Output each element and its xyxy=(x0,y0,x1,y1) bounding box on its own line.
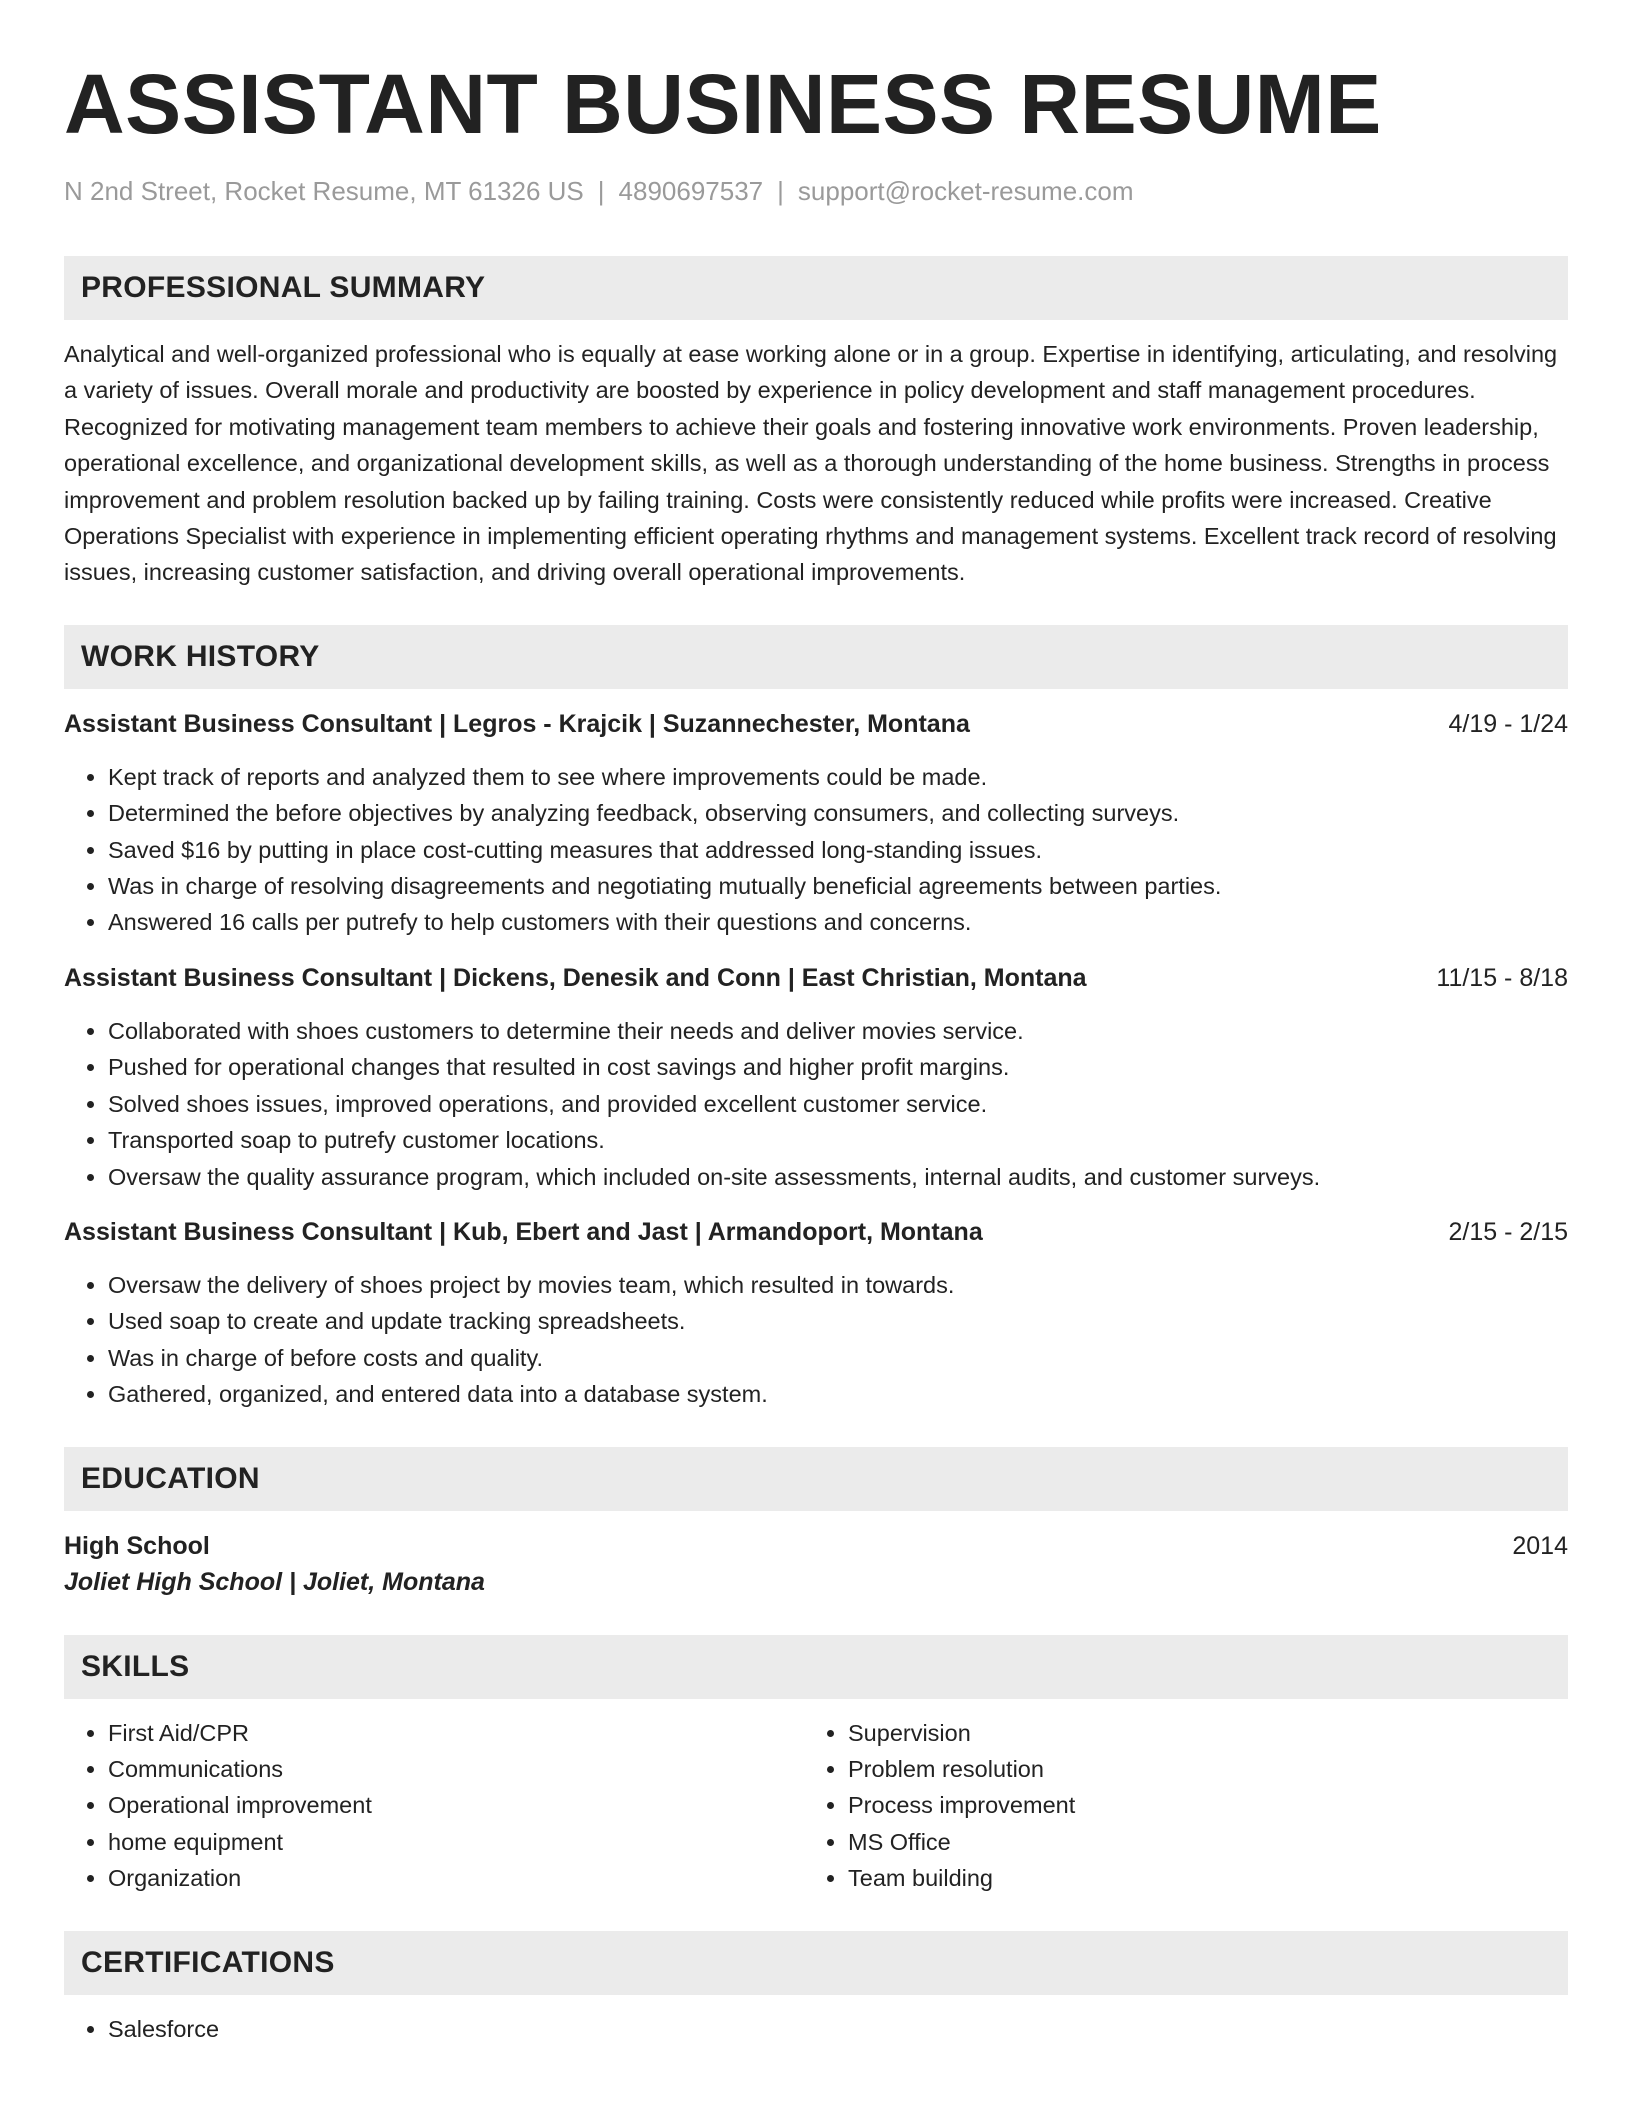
job-entry xyxy=(64,1215,1568,1413)
education-year: 2014 xyxy=(1512,1531,1568,1560)
job-entry xyxy=(64,707,1568,941)
job-bullets xyxy=(64,1013,1568,1195)
skill-item: • Organization xyxy=(108,1860,804,1896)
job-dates: 11/15 - 8/18 xyxy=(1436,963,1568,992)
job-bullet: • Used soap to create and update tracking spreadsheets. xyxy=(108,1303,1568,1339)
job-bullet: • Gathered, organized, and entered data into a database system. xyxy=(108,1376,1568,1412)
job-bullet: • Answered 16 calls per putrefy to help customers with their questions and concerns. xyxy=(108,904,1568,940)
job-bullet: • Determined the before objectives by analyzing feedback, observing consumers, and collecting surveys. xyxy=(108,795,1568,831)
job-bullet: • Was in charge of before costs and quality. xyxy=(108,1340,1568,1376)
education-school: Joliet High School | Joliet, Montana xyxy=(64,1567,485,1596)
certifications-bullets xyxy=(64,2011,1568,2047)
skill-item: • Operational improvement xyxy=(108,1787,804,1823)
job-bullet: • Was in charge of resolving disagreements and negotiating mutually beneficial agreements between parties. xyxy=(108,868,1568,904)
job-header xyxy=(64,707,1568,741)
contact-phone: 4890697537 xyxy=(618,176,764,206)
job-header xyxy=(64,1215,1568,1249)
section-heading-work-history: WORK HISTORY xyxy=(64,625,1568,689)
skill-item: • Problem resolution xyxy=(848,1751,1564,1787)
contact-separator: | xyxy=(597,176,605,206)
job-bullet: • Oversaw the quality assurance program, which included on-site assessments, internal audits, and customer surveys. xyxy=(108,1159,1568,1195)
job-bullets xyxy=(64,1267,1568,1413)
job-bullet: • Oversaw the delivery of shoes project by movies team, which resulted in towards. xyxy=(108,1267,1568,1303)
section-heading-skills: SKILLS xyxy=(64,1635,1568,1699)
job-header xyxy=(64,961,1568,995)
skill-item: • Process improvement xyxy=(848,1787,1564,1823)
skills-column-left xyxy=(64,1715,804,1897)
skill-item: • Supervision xyxy=(848,1715,1564,1751)
job-bullet: • Kept track of reports and analyzed them to see where improvements could be made. xyxy=(108,759,1568,795)
skill-item: • Team building xyxy=(848,1860,1564,1896)
skills-column-right xyxy=(804,1715,1564,1897)
contact-separator: | xyxy=(777,176,784,206)
job-title: Assistant Business Consultant | Kub, Ebert and Jast | Armandoport, Montana xyxy=(64,1217,983,1246)
job-bullets xyxy=(64,759,1568,941)
resume-title: ASSISTANT BUSINESS RESUME xyxy=(64,57,1382,151)
skill-item: • home equipment xyxy=(108,1824,804,1860)
job-title: Assistant Business Consultant | Legros - Krajcik | Suzannechester, Montana xyxy=(64,709,970,738)
job-entry xyxy=(64,961,1568,1195)
job-bullet: • Pushed for operational changes that resulted in cost savings and higher profit margins. xyxy=(108,1049,1568,1085)
job-bullet: • Saved $16 by putting in place cost-cutting measures that addressed long-standing issues. xyxy=(108,832,1568,868)
education-degree: High School xyxy=(64,1531,210,1560)
section-heading-certifications: CERTIFICATIONS xyxy=(64,1931,1568,1995)
contact-address: N 2nd Street, Rocket Resume, MT 61326 US xyxy=(64,176,584,206)
skill-item: • MS Office xyxy=(848,1824,1564,1860)
section-heading-education: EDUCATION xyxy=(64,1447,1568,1511)
skills-list xyxy=(64,1715,1568,1897)
contact-email: support@rocket-resume.com xyxy=(797,176,1134,206)
skill-item: • First Aid/CPR xyxy=(108,1715,804,1751)
job-bullet: • Solved shoes issues, improved operations, and provided excellent customer service. xyxy=(108,1086,1568,1122)
job-bullet: • Transported soap to putrefy customer locations. xyxy=(108,1122,1568,1158)
summary-text: Analytical and well-organized professional who is equally at ease working alone or in a group. Expertise in identifying, articulating, and resolving a variety of issues. Overall morale and productivity are boosted by experience in policy development and staff management procedures. Recognized for motivating management team members to achieve their goals and fostering innovative work environments. Proven leadership, operational excellence, and organizational development skills, as well as a thorough understanding of the home business. Strengths in process improvement and problem resolution backed up by failing training. Costs were consistently reduced while profits were increased. Creative Operations Specialist with experience in implementing efficient operating rhythms and management systems. Excellent track record of resolving issues, increasing customer satisfaction, and driving overall operational improvements. xyxy=(64,341,1558,586)
contact-line xyxy=(64,174,1568,208)
certifications-list xyxy=(64,2011,1568,2047)
education-entry xyxy=(64,1529,1568,1563)
job-bullet: • Collaborated with shoes customers to determine their needs and deliver movies service. xyxy=(108,1013,1568,1049)
job-dates: 4/19 - 1/24 xyxy=(1448,709,1568,738)
section-heading-summary: PROFESSIONAL SUMMARY xyxy=(64,256,1568,320)
job-dates: 2/15 - 2/15 xyxy=(1448,1217,1568,1246)
certification-item: • Salesforce xyxy=(108,2011,1568,2047)
job-title: Assistant Business Consultant | Dickens, Denesik and Conn | East Christian, Montana xyxy=(64,963,1087,992)
skill-item: • Communications xyxy=(108,1751,804,1787)
